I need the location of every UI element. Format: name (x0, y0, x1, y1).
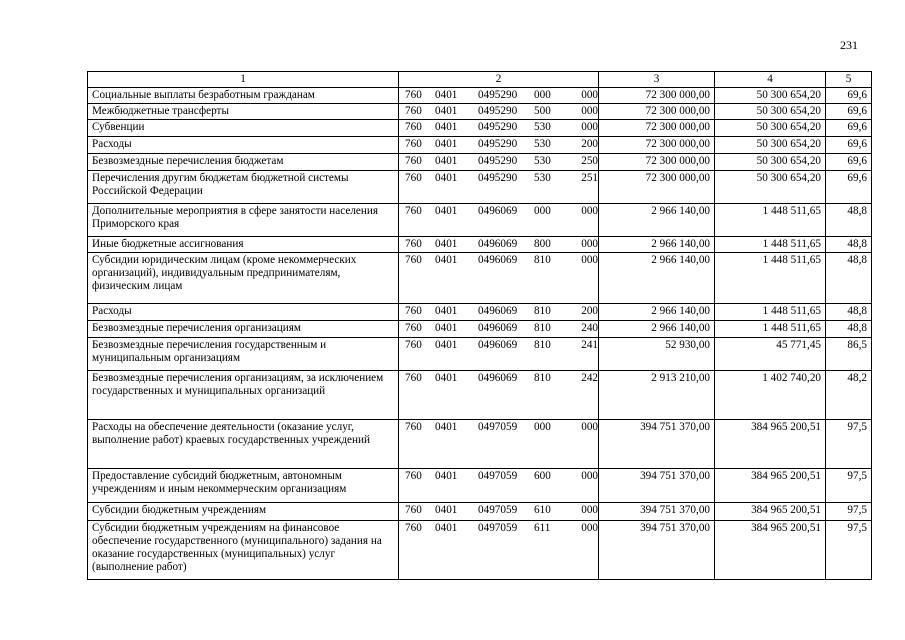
row-value-v3: 2 966 140,00 (599, 321, 715, 338)
row-value-v3: 2 966 140,00 (599, 253, 715, 304)
row-value-v4: 50 300 654,20 (715, 88, 826, 104)
code-c2: 0401 (435, 172, 458, 184)
row-value-v5: 48,8 (826, 304, 872, 321)
row-value-v3: 2 966 140,00 (599, 304, 715, 321)
column-header-3: 3 (599, 72, 715, 88)
code-c5: 242 (581, 372, 598, 384)
table-row (88, 237, 872, 253)
code-c4: 810 (534, 372, 551, 384)
row-value-v4: 1 448 511,65 (715, 237, 826, 253)
table-row (88, 253, 872, 304)
row-codes (399, 154, 599, 171)
row-value-v3: 2 966 140,00 (599, 204, 715, 237)
code-c3: 0495290 (478, 138, 518, 150)
code-c1: 760 (405, 421, 422, 433)
row-codes (399, 304, 599, 321)
row-name: Расходы на обеспечение деятельности (оказание услуг, выполнение работ) краевых государственных учреждений (88, 420, 399, 469)
row-name: Иные бюджетные ассигнования (88, 237, 399, 253)
row-value-v5: 97,5 (826, 521, 872, 580)
code-c2: 0401 (435, 89, 458, 101)
code-c5: 251 (581, 172, 598, 184)
code-c5: 000 (581, 504, 598, 516)
row-value-v3: 394 751 370,00 (599, 503, 715, 521)
row-value-v4: 45 771,45 (715, 338, 826, 371)
table-row (88, 88, 872, 104)
row-codes (399, 321, 599, 338)
row-value-v5: 69,6 (826, 120, 872, 137)
table-row (88, 304, 872, 321)
code-c4: 810 (534, 305, 551, 317)
row-value-v5: 69,6 (826, 137, 872, 154)
row-name: Социальные выплаты безработным гражданам (88, 88, 399, 104)
code-c5: 000 (581, 421, 598, 433)
column-header-1: 1 (88, 72, 399, 88)
code-c3: 0495290 (478, 172, 518, 184)
code-c1: 760 (405, 172, 422, 184)
code-c3: 0495290 (478, 155, 518, 167)
code-c1: 760 (405, 89, 422, 101)
code-c1: 760 (405, 105, 422, 117)
code-c2: 0401 (435, 470, 458, 482)
code-c2: 0401 (435, 238, 458, 250)
code-c3: 0496069 (478, 238, 518, 250)
row-name: Безвозмездные перечисления бюджетам (88, 154, 399, 171)
table-row (88, 154, 872, 171)
code-c3: 0497059 (478, 421, 518, 433)
code-c5: 000 (581, 522, 598, 534)
code-c4: 530 (534, 172, 551, 184)
row-value-v4: 1 448 511,65 (715, 253, 826, 304)
code-c5: 000 (581, 254, 598, 266)
code-c2: 0401 (435, 105, 458, 117)
code-c4: 610 (534, 504, 551, 516)
code-c4: 810 (534, 254, 551, 266)
code-c5: 200 (581, 138, 598, 150)
code-c2: 0401 (435, 254, 458, 266)
code-c3: 0495290 (478, 105, 518, 117)
row-value-v4: 384 965 200,51 (715, 469, 826, 503)
table-row (88, 120, 872, 137)
code-c3: 0496069 (478, 254, 518, 266)
code-c5: 240 (581, 322, 598, 334)
row-name: Дополнительные мероприятия в сфере занятости населения Приморского края (88, 204, 399, 237)
code-c3: 0496069 (478, 339, 518, 351)
code-c1: 760 (405, 522, 422, 534)
code-c5: 241 (581, 339, 598, 351)
row-value-v4: 384 965 200,51 (715, 521, 826, 580)
row-value-v5: 97,5 (826, 503, 872, 521)
table-row (88, 204, 872, 237)
row-name: Расходы (88, 137, 399, 154)
code-c4: 600 (534, 470, 551, 482)
code-c3: 0497059 (478, 522, 518, 534)
row-value-v3: 72 300 000,00 (599, 104, 715, 120)
row-codes (399, 88, 599, 104)
code-c2: 0401 (435, 305, 458, 317)
row-value-v3: 72 300 000,00 (599, 120, 715, 137)
row-value-v5: 97,5 (826, 420, 872, 469)
code-c1: 760 (405, 138, 422, 150)
table-row (88, 469, 872, 503)
column-header-5: 5 (826, 72, 872, 88)
row-codes (399, 204, 599, 237)
code-c2: 0401 (435, 421, 458, 433)
code-c5: 000 (581, 470, 598, 482)
row-name: Расходы (88, 304, 399, 321)
code-c1: 760 (405, 305, 422, 317)
code-c1: 760 (405, 372, 422, 384)
page-number: 231 (840, 38, 858, 52)
row-value-v3: 394 751 370,00 (599, 521, 715, 580)
code-c5: 000 (581, 105, 598, 117)
table-row (88, 371, 872, 420)
column-header-2: 2 (399, 72, 599, 88)
row-name: Безвозмездные перечисления организациям, за исключением государственных и муниципальных организаций (88, 371, 399, 420)
table-row (88, 420, 872, 469)
row-value-v5: 69,6 (826, 171, 872, 204)
row-value-v3: 2 966 140,00 (599, 237, 715, 253)
code-c2: 0401 (435, 504, 458, 516)
code-c2: 0401 (435, 138, 458, 150)
code-c3: 0495290 (478, 121, 518, 133)
row-value-v5: 69,6 (826, 104, 872, 120)
row-value-v4: 50 300 654,20 (715, 137, 826, 154)
code-c3: 0497059 (478, 504, 518, 516)
code-c3: 0495290 (478, 89, 518, 101)
code-c4: 810 (534, 339, 551, 351)
row-codes (399, 371, 599, 420)
row-value-v3: 394 751 370,00 (599, 420, 715, 469)
row-name: Предоставление субсидий бюджетным, автономным учреждениям и иным некоммерческим организациям (88, 469, 399, 503)
code-c5: 000 (581, 238, 598, 250)
row-value-v4: 384 965 200,51 (715, 503, 826, 521)
code-c3: 0497059 (478, 470, 518, 482)
table-row (88, 503, 872, 521)
row-value-v5: 48,8 (826, 321, 872, 338)
code-c1: 760 (405, 238, 422, 250)
table-row (88, 321, 872, 338)
row-value-v4: 50 300 654,20 (715, 171, 826, 204)
code-c5: 200 (581, 305, 598, 317)
row-codes (399, 338, 599, 371)
row-value-v5: 48,8 (826, 204, 872, 237)
row-value-v5: 86,5 (826, 338, 872, 371)
code-c4: 800 (534, 238, 551, 250)
row-name: Субсидии юридическим лицам (кроме некоммерческих организаций), индивидуальным предпринимателям, физическим лицам (88, 253, 399, 304)
code-c5: 250 (581, 155, 598, 167)
row-name: Субвенции (88, 120, 399, 137)
code-c3: 0496069 (478, 305, 518, 317)
code-c4: 810 (534, 322, 551, 334)
table-header-row (88, 72, 872, 88)
code-c3: 0496069 (478, 372, 518, 384)
table-row (88, 137, 872, 154)
code-c3: 0496069 (478, 205, 518, 217)
row-value-v5: 97,5 (826, 469, 872, 503)
code-c1: 760 (405, 254, 422, 266)
row-codes (399, 104, 599, 120)
code-c1: 760 (405, 155, 422, 167)
row-value-v3: 72 300 000,00 (599, 171, 715, 204)
row-value-v3: 2 913 210,00 (599, 371, 715, 420)
row-value-v4: 50 300 654,20 (715, 104, 826, 120)
row-value-v3: 72 300 000,00 (599, 88, 715, 104)
code-c2: 0401 (435, 522, 458, 534)
code-c4: 000 (534, 89, 551, 101)
row-value-v4: 50 300 654,20 (715, 120, 826, 137)
row-value-v5: 48,8 (826, 237, 872, 253)
budget-table (87, 71, 872, 580)
code-c4: 530 (534, 138, 551, 150)
code-c2: 0401 (435, 372, 458, 384)
row-codes (399, 521, 599, 580)
row-codes (399, 137, 599, 154)
row-codes (399, 171, 599, 204)
row-value-v5: 69,6 (826, 88, 872, 104)
row-value-v4: 1 448 511,65 (715, 204, 826, 237)
row-value-v5: 48,2 (826, 371, 872, 420)
row-name: Безвозмездные перечисления организациям (88, 321, 399, 338)
code-c4: 500 (534, 105, 551, 117)
row-value-v3: 72 300 000,00 (599, 154, 715, 171)
row-codes (399, 120, 599, 137)
row-value-v3: 52 930,00 (599, 338, 715, 371)
row-codes (399, 253, 599, 304)
code-c1: 760 (405, 121, 422, 133)
row-value-v3: 394 751 370,00 (599, 469, 715, 503)
code-c5: 000 (581, 121, 598, 133)
code-c5: 000 (581, 205, 598, 217)
code-c4: 000 (534, 205, 551, 217)
row-codes (399, 420, 599, 469)
row-name: Межбюджетные трансферты (88, 104, 399, 120)
row-value-v4: 50 300 654,20 (715, 154, 826, 171)
row-name: Субсидии бюджетным учреждениям на финансовое обеспечение государственного (муниципального) задания на оказание государственных (муниципальных) услуг (выполнение работ) (88, 521, 399, 580)
row-codes (399, 469, 599, 503)
code-c1: 760 (405, 339, 422, 351)
row-name: Субсидии бюджетным учреждениям (88, 503, 399, 521)
table-row (88, 521, 872, 580)
row-value-v4: 1 448 511,65 (715, 321, 826, 338)
code-c4: 611 (534, 522, 551, 534)
code-c2: 0401 (435, 121, 458, 133)
code-c2: 0401 (435, 155, 458, 167)
row-value-v4: 1 448 511,65 (715, 304, 826, 321)
code-c2: 0401 (435, 322, 458, 334)
code-c4: 000 (534, 421, 551, 433)
row-name: Безвозмездные перечисления государственным и муниципальным организациям (88, 338, 399, 371)
code-c1: 760 (405, 504, 422, 516)
code-c5: 000 (581, 89, 598, 101)
code-c1: 760 (405, 470, 422, 482)
code-c4: 530 (534, 155, 551, 167)
code-c4: 530 (534, 121, 551, 133)
table-row (88, 104, 872, 120)
code-c3: 0496069 (478, 322, 518, 334)
table-row (88, 338, 872, 371)
row-name: Перечисления другим бюджетам бюджетной системы Российской Федерации (88, 171, 399, 204)
code-c1: 760 (405, 322, 422, 334)
row-value-v5: 48,8 (826, 253, 872, 304)
code-c1: 760 (405, 205, 422, 217)
code-c2: 0401 (435, 205, 458, 217)
table-row (88, 171, 872, 204)
row-codes (399, 503, 599, 521)
code-c2: 0401 (435, 339, 458, 351)
row-value-v3: 72 300 000,00 (599, 137, 715, 154)
column-header-4: 4 (715, 72, 826, 88)
row-value-v4: 1 402 740,20 (715, 371, 826, 420)
row-value-v5: 69,6 (826, 154, 872, 171)
row-codes (399, 237, 599, 253)
row-value-v4: 384 965 200,51 (715, 420, 826, 469)
